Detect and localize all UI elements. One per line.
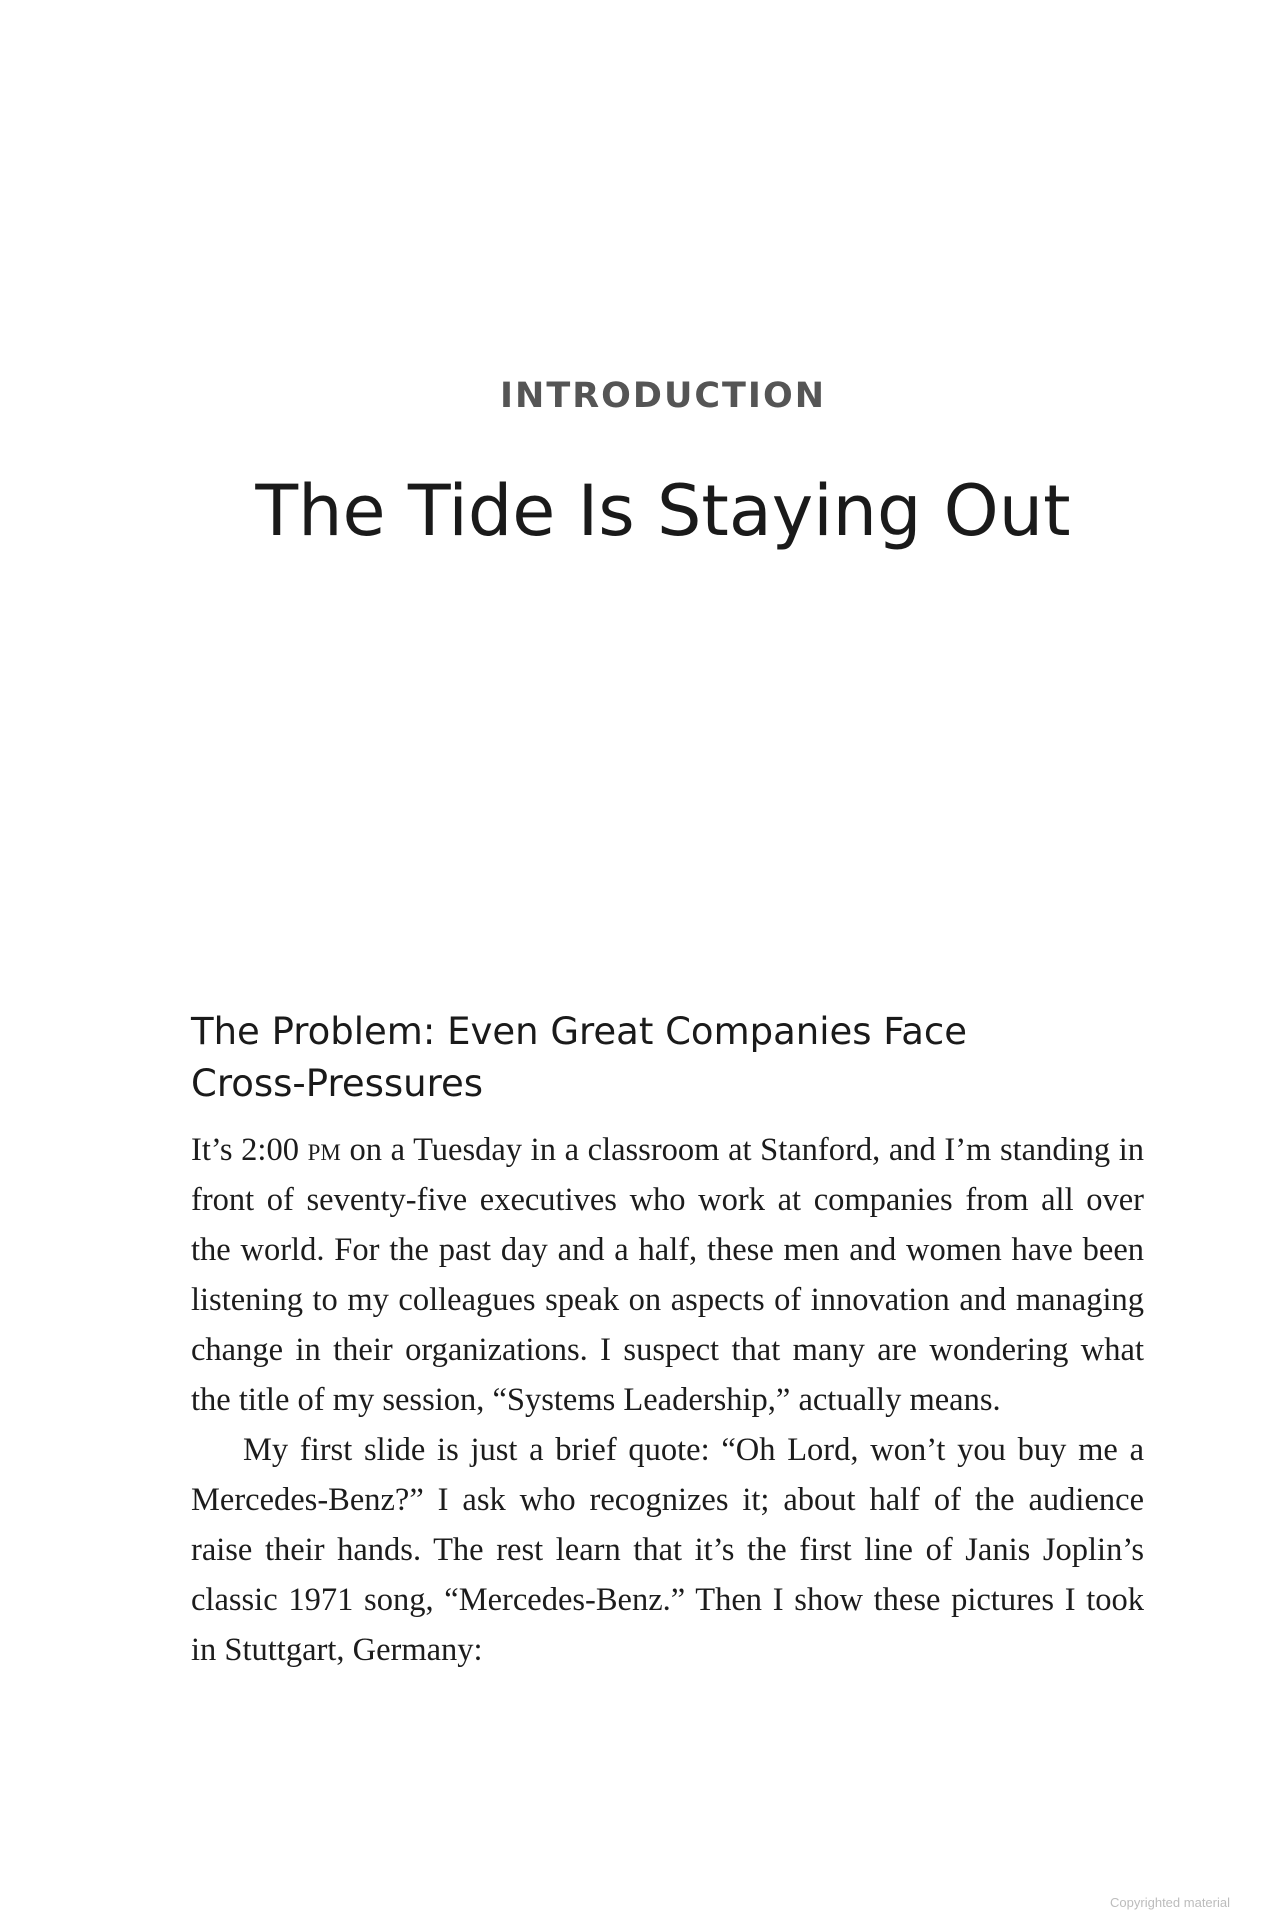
chapter-title: The Tide Is Staying Out (255, 470, 1071, 552)
section-heading-line-2: Cross-Pressures (191, 1062, 484, 1105)
body-text (191, 1125, 1144, 1675)
paragraph-1-rest: on a Tuesday in a classroom at Stanford, and I’m standing in front of seventy-five executives who work at companies from all over the world. For the past day and a half, these men and women have been listening to my colleagues speak on aspects of innovation and managing change in their organizations. I suspect that many are wondering what the title of my session, “Systems Leadership,” actually means. (191, 1132, 1145, 1418)
time-suffix: pm (307, 1132, 341, 1168)
chapter-label: INTRODUCTION (500, 376, 826, 416)
paragraph-2: My first slide is just a brief quote: “Oh Lord, won’t you buy me a Mercedes-Benz?” I ask who recognizes it; about half of the audience raise their hands. The rest learn that it’s the first line of Janis Joplin’s classic 1971 song, “Mercedes-Benz.” Then I show these pictures I took in Stuttgart, Germany: (191, 1432, 1144, 1668)
copyright-watermark: Copyrighted material (1110, 1895, 1230, 1910)
section-heading (191, 1006, 1151, 1110)
paragraph-1 (191, 1125, 1144, 1425)
paragraph-1-start: It’s 2:00 (191, 1132, 308, 1168)
section-heading-line-1: The Problem: Even Great Companies Face (191, 1010, 967, 1053)
